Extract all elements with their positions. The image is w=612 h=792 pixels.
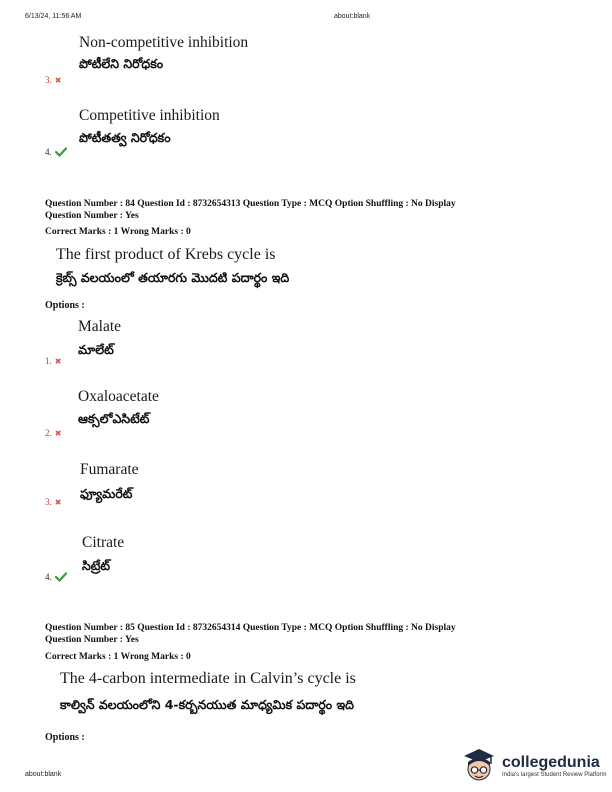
q84-option-4-number: [45, 572, 67, 582]
q84-option-1-number: [45, 356, 61, 366]
correct-tick-icon: [55, 147, 67, 157]
option-number: 4.: [45, 572, 52, 582]
q85-marks: Correct Marks : 1 Wrong Marks : 0: [45, 652, 191, 662]
print-datetime: 6/13/24, 11:56 AM: [25, 13, 82, 20]
option-number: 4.: [45, 147, 52, 157]
mascot-icon: [460, 744, 498, 789]
prev-option-4-number: [45, 147, 67, 157]
logo-text-block: [502, 755, 607, 779]
q84-question-telugu: క్రెబ్స్ వలయంలో తయారగు మొదటి పదార్థం ఇది: [56, 270, 290, 285]
q84-question-english: The first product of Krebs cycle is: [56, 246, 276, 263]
prev-option-3-number: [45, 75, 61, 85]
option-number: 1.: [45, 356, 52, 366]
q84-option-1-telugu: మాలేట్: [78, 342, 114, 357]
q84-option-3-english: Fumarate: [80, 461, 139, 478]
wrong-mark-icon: ✖: [54, 428, 62, 438]
q85-meta-line2: Question Number : Yes: [45, 635, 139, 645]
collegedunia-logo: [460, 744, 607, 789]
q84-options-label: Options :: [45, 300, 85, 311]
q84-option-3-number: [45, 497, 61, 507]
prev-option-3-telugu: పోటీలేని నిరోధకం: [79, 56, 164, 71]
q84-option-2-number: [45, 428, 61, 438]
brand-tagline: India's largest Student Review Platform: [502, 771, 607, 778]
prev-option-4-telugu: పోటీతత్వ నిరోధకం: [79, 130, 171, 145]
q84-option-3-telugu: ఫ్యూమరేట్: [80, 486, 133, 501]
option-number: 2.: [45, 428, 52, 438]
brand-name: collegedunia: [502, 753, 600, 771]
q84-option-1-english: Malate: [78, 318, 122, 335]
q85-question-english: The 4-carbon intermediate in Calvin’s cycle is: [60, 670, 356, 687]
q85-meta-line1: Question Number : 85 Question Id : 8732654314 Question Type : MCQ Option Shuffling : No Display: [45, 623, 456, 633]
wrong-mark-icon: ✖: [54, 497, 62, 507]
q84-meta-line1: Question Number : 84 Question Id : 8732654313 Question Type : MCQ Option Shuffling : No Display: [45, 199, 456, 209]
prev-option-4-english: Competitive inhibition: [79, 107, 220, 124]
correct-tick-icon: [55, 572, 67, 582]
wrong-mark-icon: ✖: [54, 356, 62, 366]
q84-option-2-telugu: ఆక్సలోఎసిటేట్: [78, 411, 150, 426]
q85-question-telugu: కాల్విన్ వలయంలోని 4-కర్బనయుత మాధ్యమిక పదార్థం ఇది: [60, 697, 354, 712]
prev-option-3-english: Non-competitive inhibition: [79, 34, 249, 51]
q84-meta-line2: Question Number : Yes: [45, 211, 139, 221]
wrong-mark-icon: ✖: [54, 75, 62, 85]
option-number: 3.: [45, 497, 52, 507]
option-number: 3.: [45, 75, 52, 85]
q84-marks: Correct Marks : 1 Wrong Marks : 0: [45, 227, 191, 237]
print-page-title: about:blank: [334, 13, 371, 20]
q84-option-2-english: Oxaloacetate: [78, 388, 159, 405]
footer-url: about:blank: [25, 771, 62, 778]
q84-option-4-english: Citrate: [82, 534, 125, 551]
q84-option-4-telugu: సిట్రేట్: [82, 558, 111, 573]
q85-options-label: Options :: [45, 732, 85, 743]
